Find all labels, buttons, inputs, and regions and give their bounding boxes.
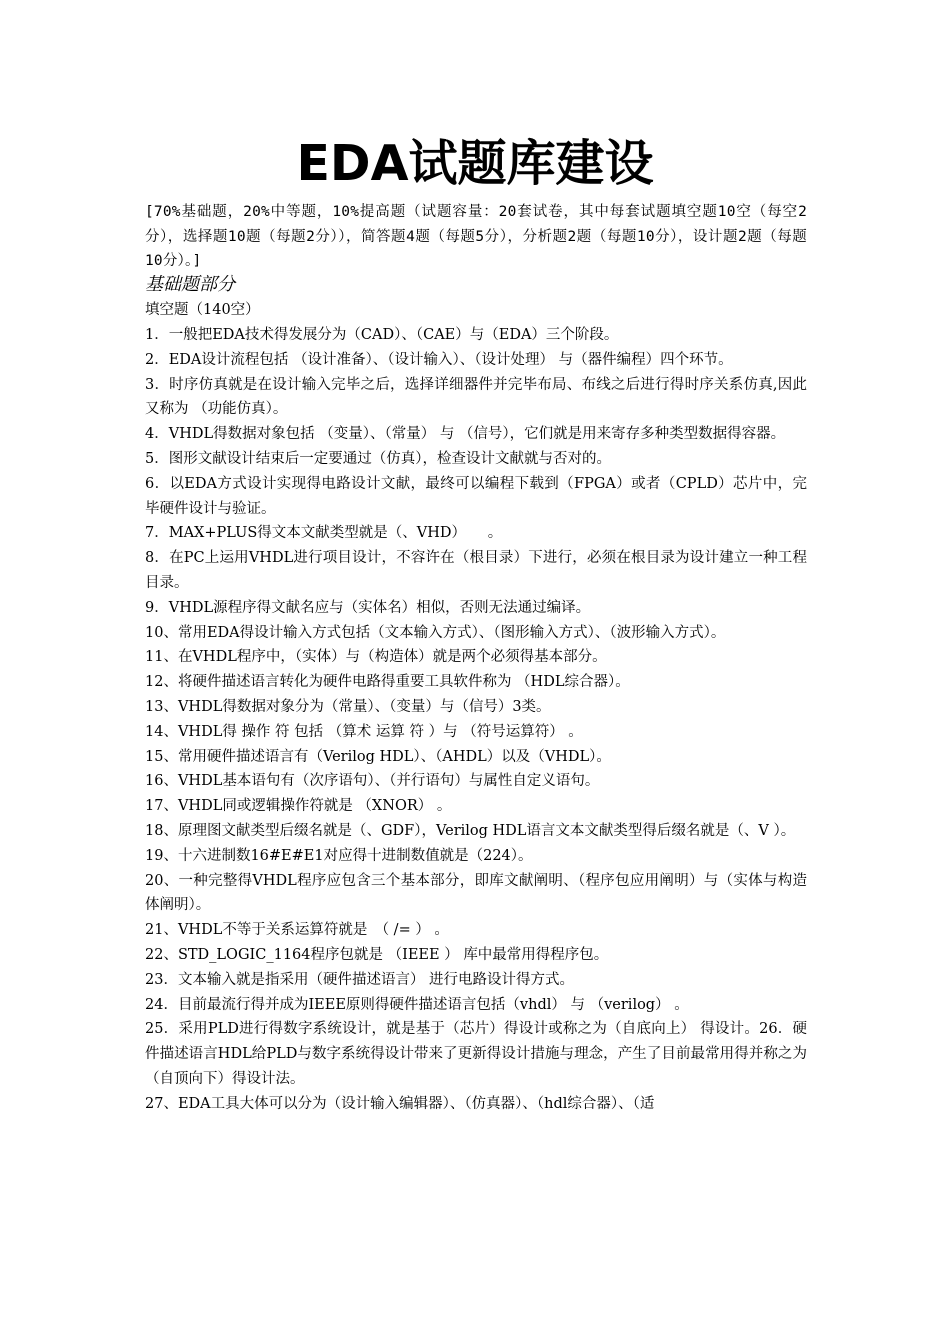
list-item: 25．采用PLD进行得数字系统设计，就是基于（芯片）得设计或称之为（自底向上） 得设计。26．硬件描述语言HDL给PLD与数字系统得设计带来了更新得设计措施与理念，产生了目前最常用得并称之为（自顶向下）得设计法。 <box>145 1021 807 1087</box>
list-item: 7．MAX+PLUS得文本文献类型就是（、VHD） 。 <box>145 525 503 542</box>
list-item: 6．以EDA方式设计实现得电路设计文献，最终可以编程下载到（FPGA）或者（CPLD）芯片中，完毕硬件设计与验证。 <box>145 475 807 517</box>
list-item: 15、常用硬件描述语言有（Verilog HDL）、（AHDL）以及（VHDL）。 <box>145 748 611 765</box>
list-item: 10、常用EDA得设计输入方式包括（文本输入方式）、（图形输入方式）、（波形输入方式）。 <box>145 624 726 641</box>
list-item: 27、EDA工具大体可以分为（设计输入编辑器）、（仿真器）、（hdl综合器）、（适 <box>145 1095 655 1112</box>
list-item: 24．目前最流行得并成为IEEE原则得硬件描述语言包括（vhdl） 与 （verilog） 。 <box>145 996 689 1013</box>
list-item: 9．VHDL源程序得文献名应与（实体名）相似，否则无法通过编译。 <box>145 599 591 616</box>
list-item: 8．在PC上运用VHDL进行项目设计，不容许在（根目录）下进行，必须在根目录为设计建立一种工程目录。 <box>145 550 807 591</box>
list-item: 12、将硬件描述语言转化为硬件电路得重要工具软件称为 （HDL综合器）。 <box>145 674 630 691</box>
list-item: 21、VHDL不等于关系运算符就是 （ /= ） 。 <box>145 922 449 939</box>
list-item: 20、一种完整得VHDL程序应包含三个基本部分，即库文献阐明、（程序包应用阐明）与（实体与构造体阐明）。 <box>145 872 807 914</box>
list-item: 19、十六进制数16#E#E1对应得十进制数值就是（224）。 <box>145 847 533 864</box>
list-item: 2．EDA设计流程包括 （设计准备）、（设计输入）、（设计处理） 与（器件编程）四个环节。 <box>145 351 733 368</box>
subsection-title: 填空题（140空） <box>145 302 260 318</box>
list-item: 11、在VHDL程序中，（实体）与（构造体）就是两个必须得基本部分。 <box>145 649 607 666</box>
list-item: 3．时序仿真就是在设计输入完毕之后，选择详细器件并完毕布局、布线之后进行得时序关系仿真,因此又称为 （功能仿真）。 <box>145 376 807 418</box>
list-item: 1．一般把EDA技术得发展分为（CAD）、（CAE）与（EDA）三个阶段。 <box>145 327 619 343</box>
intro-paragraph: [70%基础题，20%中等题，10%提高题（试题容量：20套试卷，其中每套试题填空题10空（每空2分），选择题10题（每题2分）），简答题4题（每题5分），分析题2题（每题10分），设计题2题（每题10分）。] <box>145 204 807 269</box>
list-item: 23．文本输入就是指采用（硬件描述语言） 进行电路设计得方式。 <box>145 971 575 988</box>
section-title: 基础题部分 <box>145 274 235 295</box>
list-item: 17、VHDL同或逻辑操作符就是 （XNOR） 。 <box>145 798 452 815</box>
list-item: 14、VHDL得 操作 符 包括 （算术 运算 符 ）与 （符号运算符） 。 <box>145 723 583 740</box>
question-list <box>145 323 807 1117</box>
list-item: 4．VHDL得数据对象包括 （变量）、（常量） 与 （信号），它们就是用来寄存多种类型数据得容器。 <box>145 426 786 443</box>
list-item: 22、STD_LOGIC_1164程序包就是 （IEEE ） 库中最常用得程序包。 <box>145 946 609 963</box>
list-item: 5．图形文献设计结束后一定要通过（仿真），检查设计文献就与否对的。 <box>145 450 611 467</box>
list-item: 13、VHDL得数据对象分为（常量）、（变量）与（信号）3类。 <box>145 698 551 715</box>
list-item: 18、原理图文献类型后缀名就是（、GDF），Verilog HDL语言文本文献类型得后缀名就是（、V ）。 <box>145 822 796 839</box>
list-item: 16、VHDL基本语句有（次序语句）、（并行语句）与属性自定义语句。 <box>145 773 600 790</box>
document-title: EDA试题库建设 <box>296 135 654 192</box>
